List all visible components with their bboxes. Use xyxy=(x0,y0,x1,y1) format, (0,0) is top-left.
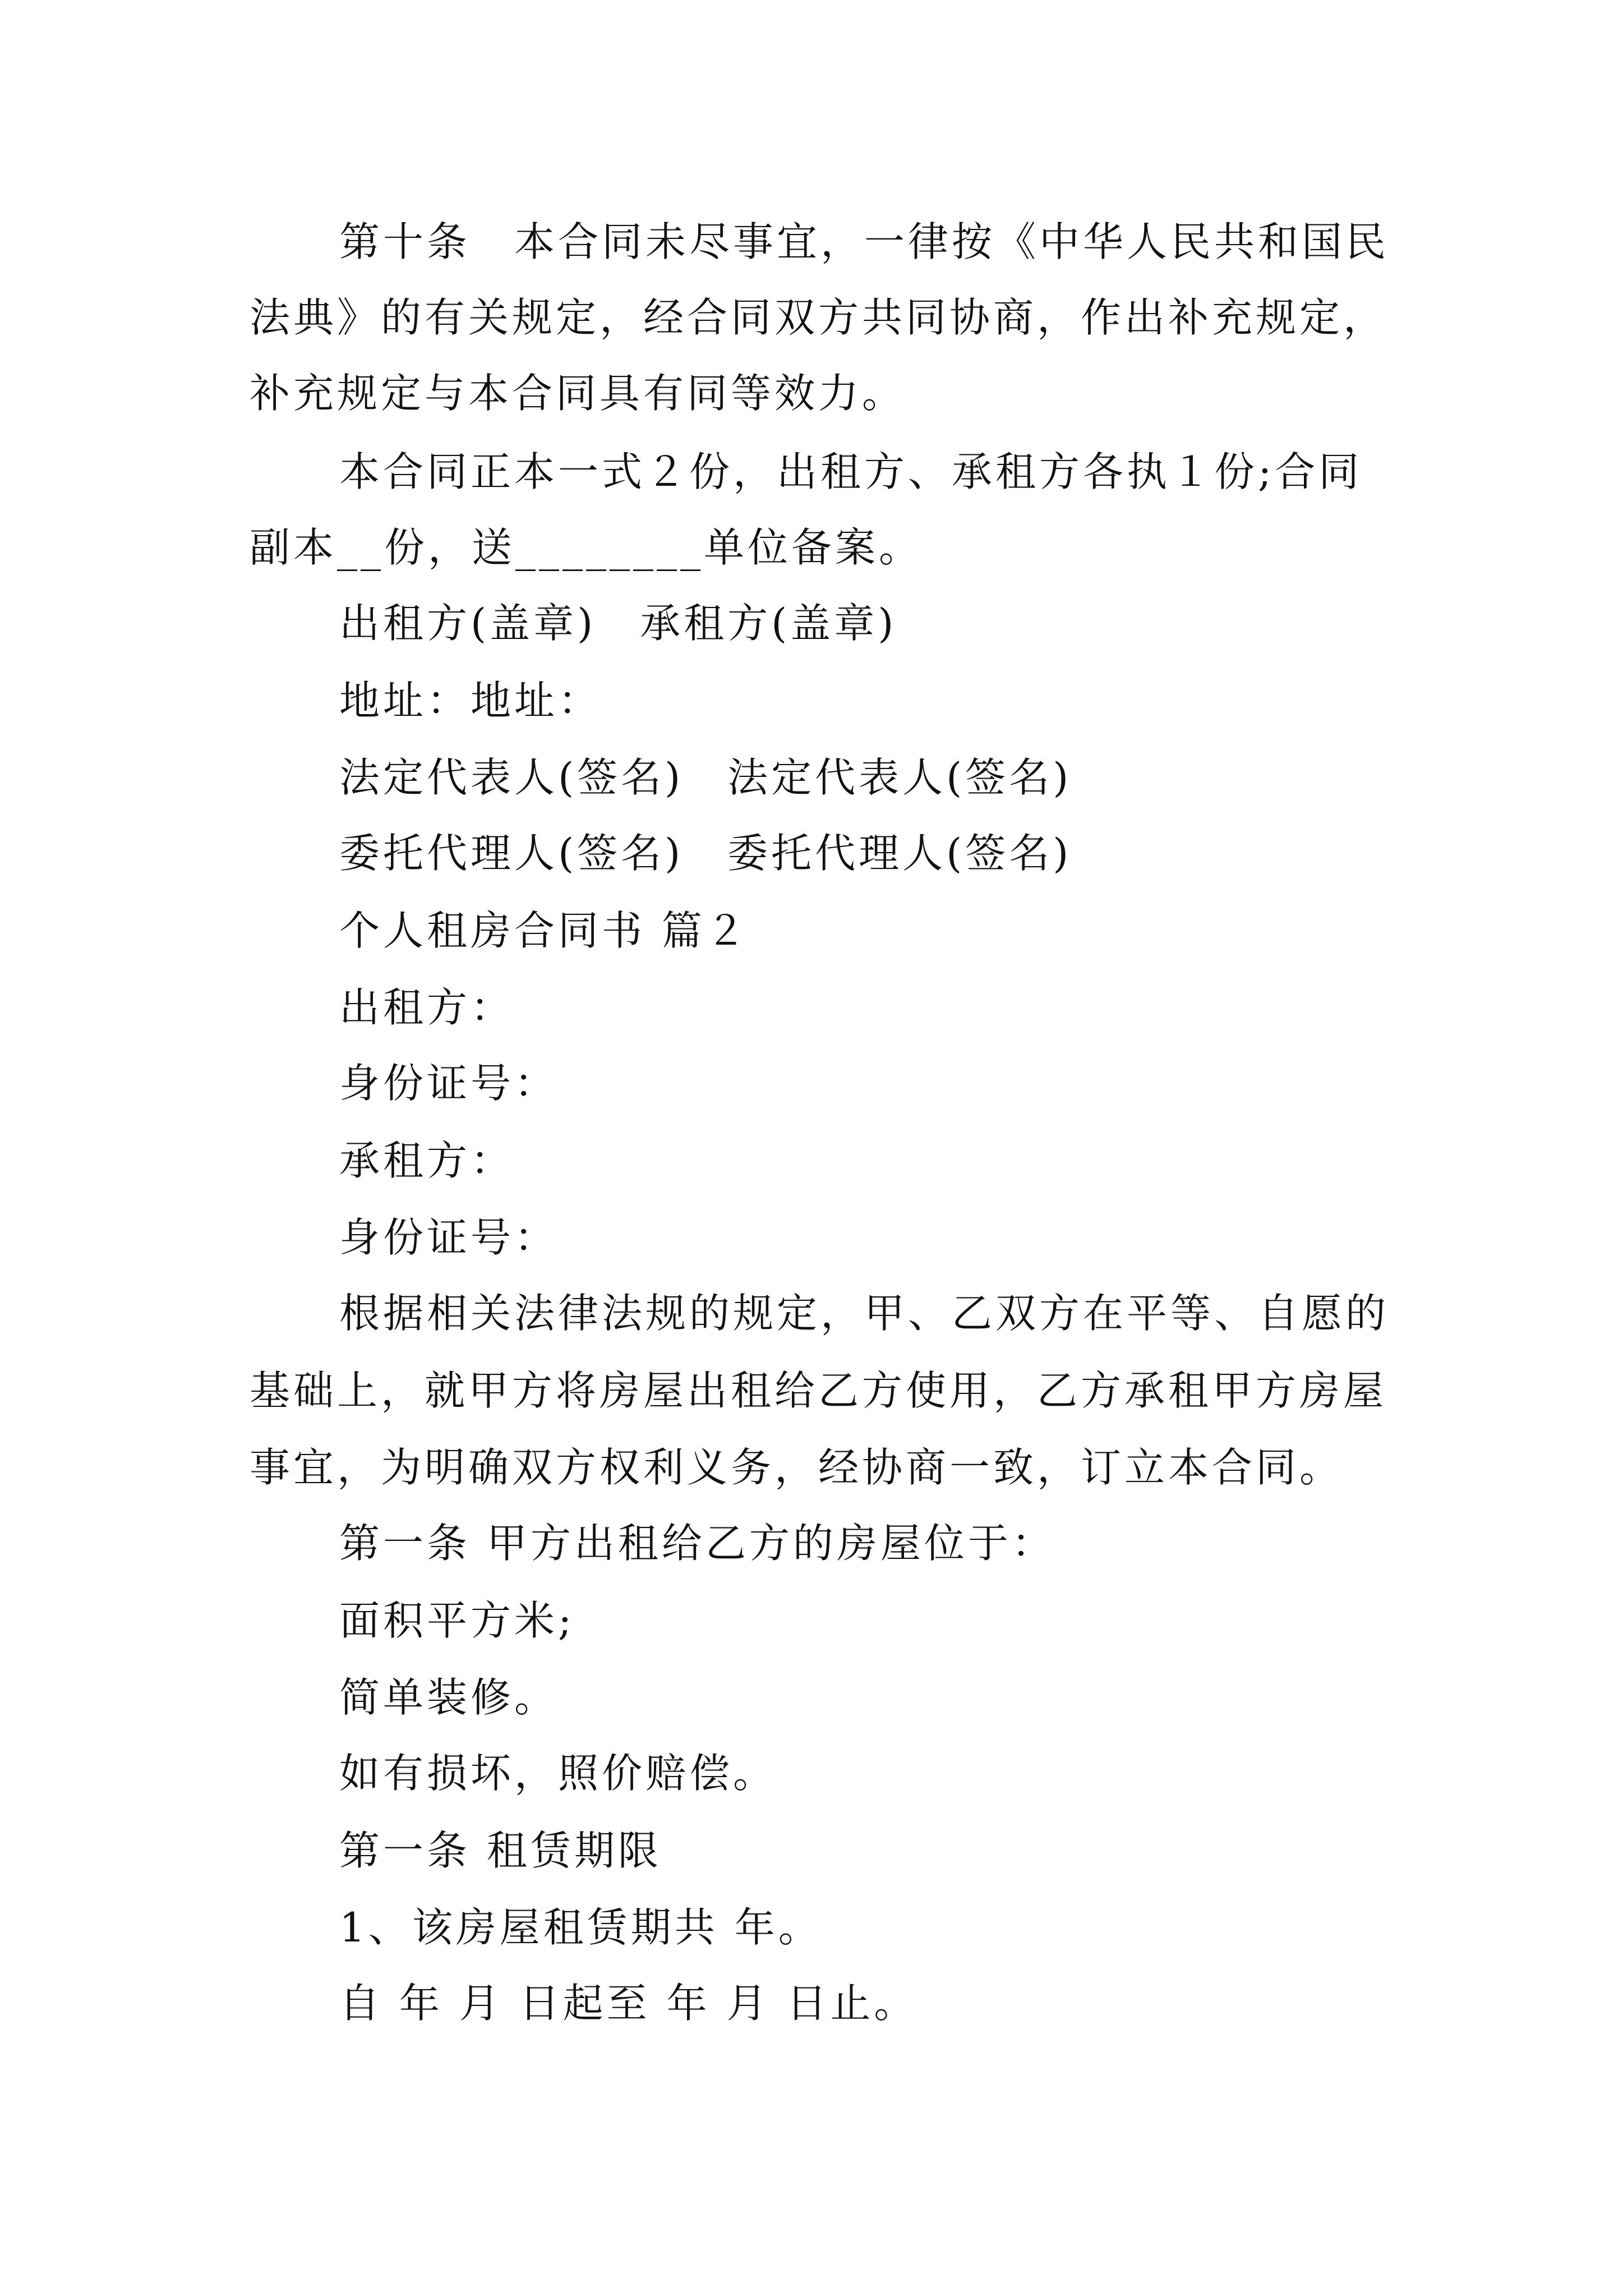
text-line: 承租方： xyxy=(339,1137,515,1184)
text-line: 地址：地址： xyxy=(339,677,602,724)
text-line: 简单装修。 xyxy=(339,1674,559,1721)
text-line: 身份证号： xyxy=(339,1214,559,1261)
text-line: 如有损坏，照价赔偿。 xyxy=(339,1750,777,1797)
text-line: 法典》的有关规定，经合同双方共同协商，作出补充规定， xyxy=(250,294,1387,341)
text-line: 自 年 月 日起至 年 月 日止。 xyxy=(339,1980,918,2027)
text-line: 面积平方米; xyxy=(339,1597,575,1644)
text-line: 身份证号： xyxy=(339,1060,559,1107)
text-line: 出租方： xyxy=(339,984,515,1031)
text-line: 出租方(盖章) 承租方(盖章) xyxy=(339,600,897,647)
text-line: 本合同正本一式２份，出租方、承租方各执１份;合同 xyxy=(339,448,1363,495)
text-line: 委托代理人(签名) 委托代理人(签名) xyxy=(339,830,1072,877)
text-line: 副本__份，送________单位备案。 xyxy=(250,524,923,571)
text-line: 第一条 甲方出租给乙方的房屋位于： xyxy=(339,1520,1055,1567)
text-line: 第一条 租赁期限 xyxy=(339,1827,662,1874)
text-line: 第十条 本合同未尽事宜，一律按《中华人民共和国民 xyxy=(339,218,1390,265)
section-heading: 个人租房合同书 篇２ xyxy=(339,907,749,954)
text-line: 基础上，就甲方将房屋出租给乙方使用，乙方承租甲方房屋 xyxy=(250,1367,1387,1414)
text-line: 根据相关法律法规的规定，甲、乙双方在平等、自愿的 xyxy=(339,1290,1390,1337)
text-line: 法定代表人(签名) 法定代表人(签名) xyxy=(339,754,1072,801)
text-line: 1、该房屋租赁期共 年。 xyxy=(339,1904,822,1951)
text-line: 事宜，为明确双方权利义务，经协商一致，订立本合同。 xyxy=(250,1444,1344,1491)
text-line: 补充规定与本合同具有同等效力。 xyxy=(250,370,906,417)
